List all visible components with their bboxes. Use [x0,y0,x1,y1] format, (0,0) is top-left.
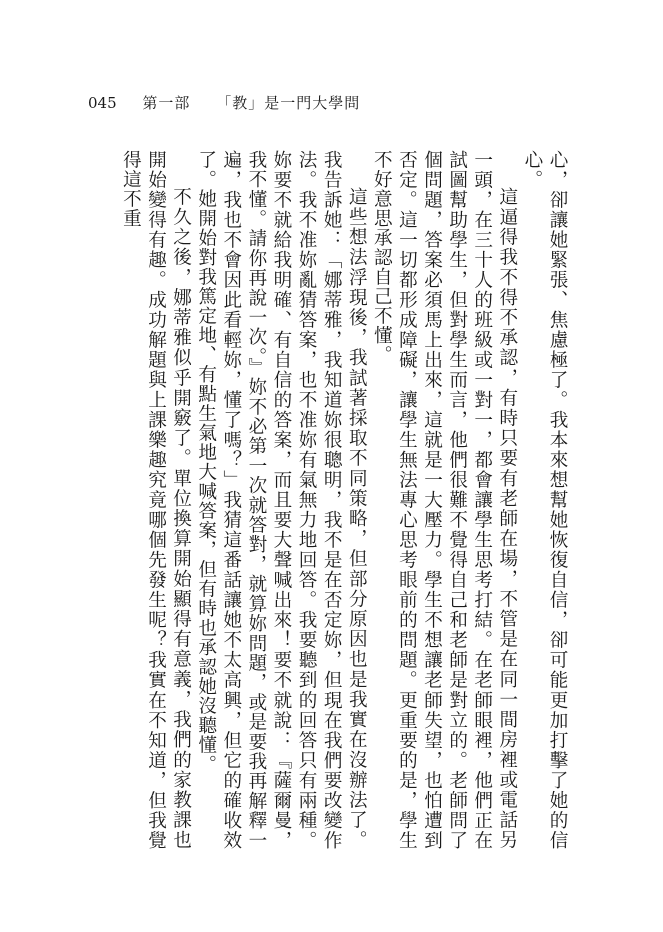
part-label: 第一部 [142,94,191,112]
page-number: 045 [88,94,117,112]
paragraph-continued: 心，卻讓她緊張、焦慮極了。我本來想幫她恢復自信，卻可能更加打擊了她的信心。 [521,150,568,850]
paragraph: 這逼得我不得不承認，有時只要有老師在場，不管是在同一間房裡或電話另一頭，在三十人的班級或一對一，都會讓學生思考打結。在老師眼裡，他們正在試圖幫助學生，但對學生而言，他們很難不覺得自己和老師是對立的。老師問了個問題，答案必須馬上出來，這就是一大壓力。學生不想讓老師失望，也怕遭到否定。這一切都形成障礙，讓學生無法專心思考眼前的問題。更重要的是，學生不好意思承認自己不懂。 [371,150,518,850]
part-title: 「教」是一門大學問 [216,94,361,112]
vertical-body-text [118,150,570,850]
running-header [88,92,380,113]
paragraph: 不久之後，娜蒂雅似乎開竅了。單位換算開始顯得有意義，我們的家教課也開始變得有趣。成功解題與上課樂趣究竟哪個先發生呢？我實在不知道，但我覺得這不重 [120,150,192,850]
paragraph: 這些想法浮現後，我試著採取不同策略，但部分原因也是我實在沒辦法了。我告訴她：「娜蒂雅，我知道妳很聰明，我不是在否定妳，但現在我們要改變作法。我不准妳亂猜答案，也不准妳有氣無力地回答。我要聽到的回答只有兩種。妳要不就給我明確、有自信的答案，而且要大聲喊出來！要不就說：『薩爾曼，我不懂。請你再說一次。』妳不必第一次就答對，就算妳問題，或是要我再解釋一遍，我也不會因此看輕妳，懂了嗎？」我猜這番話讓她不太高興，但它的確收效了。她開始對我篤定地、有點生氣地大喊答案，但有時也承認她沒聽懂。 [195,150,368,850]
